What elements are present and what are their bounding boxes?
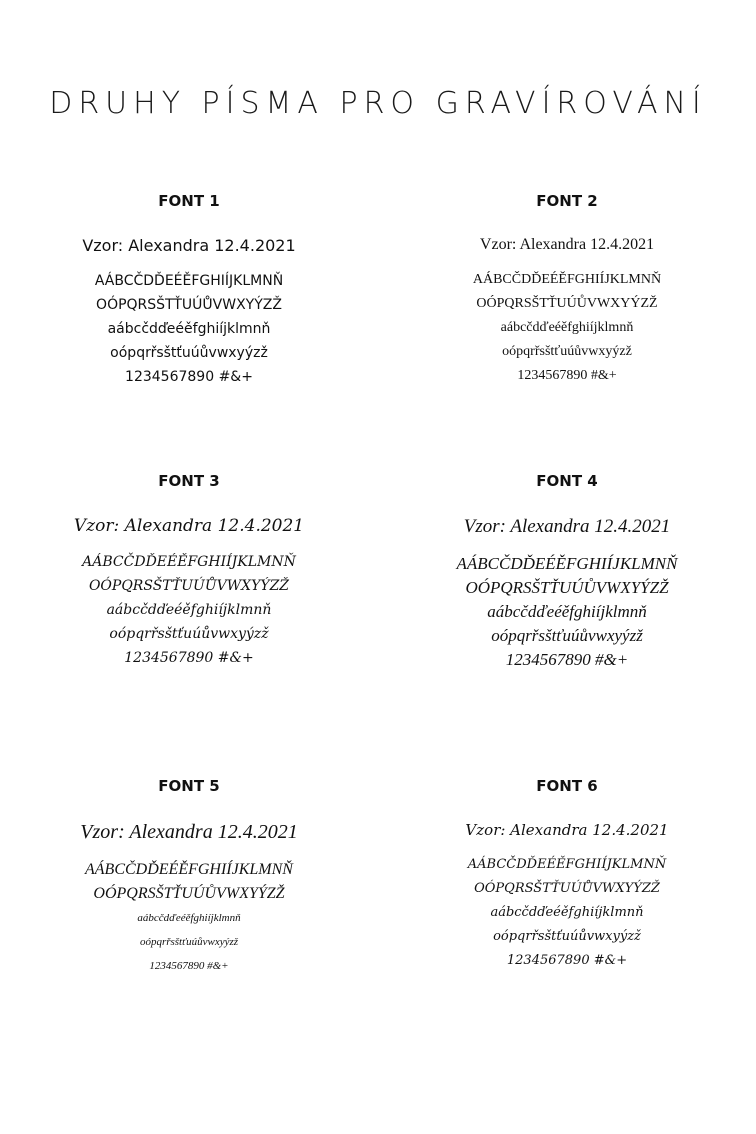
font-sample: Vzor: Alexandra 12.4.2021 [463,516,671,537]
font-heading: FONT 5 [158,777,220,795]
uppercase-line-2: OÓPQRSŠTŤUÚŮVWXYÝZŽ [96,297,282,313]
lowercase-line-2: oópqrřsštťuúůvwxyýzž [110,345,268,361]
lowercase-line-1: aábcčdďeéěfghiíjklmnň [107,321,271,337]
font-sample: Vzor: Alexandra 12.4.2021 [73,516,305,536]
lowercase-line-2: oópqrřsštťuúůvwxyýzž [491,626,643,645]
digits-line: 1234567890 #&+ [505,650,629,669]
font-block-1 [0,192,378,389]
digits-line: 1234567890 #&+ [124,650,254,666]
uppercase-line-2: OÓPQRSŠTŤUÚŮVWXYÝZŽ [474,881,660,896]
uppercase-line-2: OÓPQRSŠTŤUÚŮVWXYÝZŽ [476,296,658,311]
font-sample: Vzor: Alexandra 12.4.2021 [465,821,669,839]
uppercase-line-2: OÓPQRSŠTŤUÚŮVWXYÝZŽ [93,885,285,902]
uppercase-line-2: OÓPQRSŠTŤUÚŮVWXYÝZŽ [88,578,290,594]
uppercase-line-2: OÓPQRSŠTŤUÚŮVWXYÝZŽ [465,578,669,597]
lowercase-line-2: oópqrřsštťuúůvwxyýzž [139,936,239,948]
font-heading: FONT 3 [158,472,220,490]
lowercase-line-2: oópqrřsštťuúůvwxyýzž [502,344,632,359]
digits-line: 1234567890 #&+ [149,960,229,972]
uppercase-line-1: AÁBCČDĎEÉĚFGHIÍJKLMNŇ [94,273,284,289]
font-sample: Vzor: Alexandra 12.4.2021 [479,236,655,253]
font-heading: FONT 2 [536,192,598,210]
uppercase-line-1: AÁBCČDĎEÉĚFGHIÍJKLMNŇ [456,554,678,573]
font-block-6 [378,777,756,973]
digits-line: 1234567890 #&+ [125,369,253,385]
font-block-5 [0,777,378,978]
font-block-3 [0,472,378,670]
uppercase-line-1: AÁBCČDĎEÉĚFGHIÍJKLMNŇ [85,861,293,878]
font-sample: Vzor: Alexandra 12.4.2021 [80,821,298,843]
uppercase-line-1: AÁBCČDĎEÉĚFGHIÍJKLMNŇ [467,857,667,872]
lowercase-line-1: aábcčdďeéěfghiíjklmnň [500,320,634,335]
font-sample: Vzor: Alexandra 12.4.2021 [82,236,296,255]
page-title: DRUHY PÍSMA PRO GRAVÍROVÁNÍ [49,86,707,121]
lowercase-line-1: aábcčdďeéěfghiíjklmnň [106,602,272,618]
lowercase-line-2: oópqrřsštťuúůvwxyýzž [109,626,269,642]
lowercase-line-1: aábcčdďeéěfghiíjklmnň [137,912,241,924]
font-heading: FONT 4 [536,472,598,490]
lowercase-line-1: aábcčdďeéěfghiíjklmnň [490,905,644,920]
lowercase-line-1: aábcčdďeéěfghiíjklmnň [487,602,647,621]
uppercase-line-1: AÁBCČDĎEÉĚFGHIÍJKLMNŇ [82,554,296,570]
font-block-4 [378,472,756,672]
digits-line: 1234567890 #&+ [517,368,617,383]
font-heading: FONT 1 [158,192,220,210]
digits-line: 1234567890 #&+ [506,953,628,968]
uppercase-line-1: AÁBCČDĎEÉĚFGHIÍJKLMNŇ [472,272,662,287]
lowercase-line-2: oópqrřsštťuúůvwxyýzž [493,929,641,944]
font-heading: FONT 6 [536,777,598,795]
font-block-2 [378,192,756,388]
